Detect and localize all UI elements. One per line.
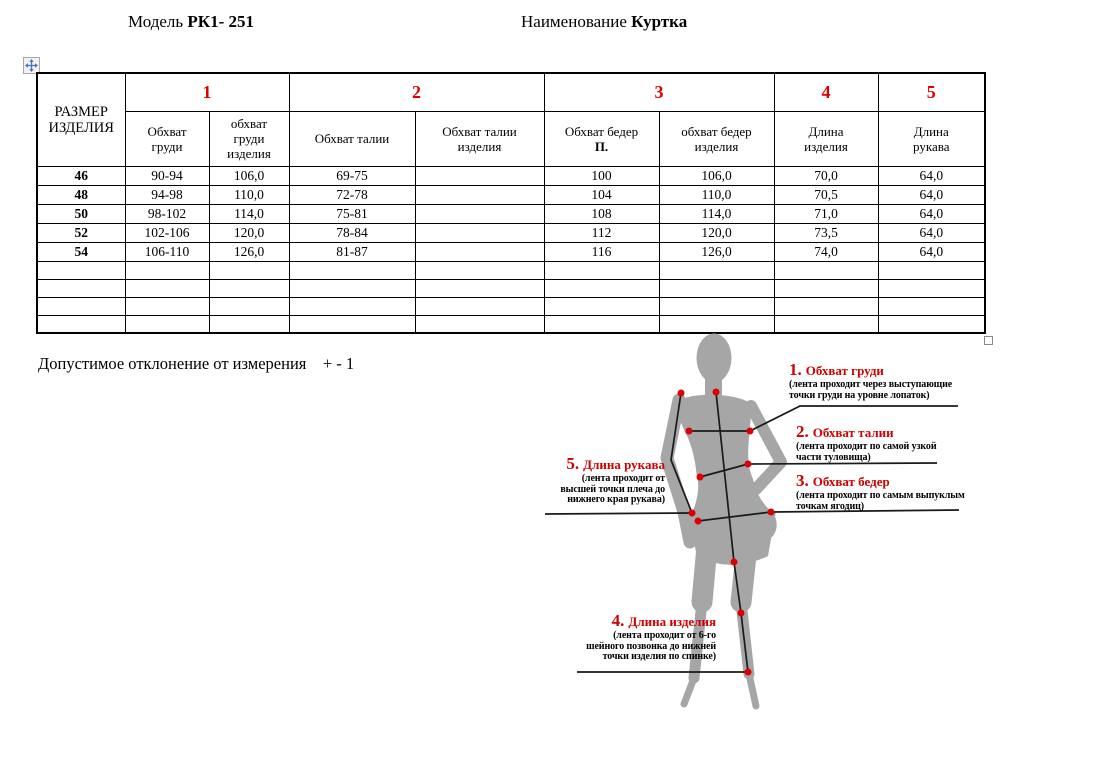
group-header-5[interactable]: 5: [878, 73, 985, 111]
annotation-desc: (лента проходит от высшей точки плеча до нижнего края рукава): [560, 473, 665, 505]
table-cell[interactable]: 110,0: [659, 185, 774, 204]
name-label: Наименование: [521, 12, 632, 31]
col-header-sleeve[interactable]: Длина рукава: [878, 111, 985, 166]
table-row: [37, 185, 985, 204]
annotation-number: 1.: [789, 360, 802, 379]
table-cell[interactable]: 71,0: [774, 204, 878, 223]
annotation-desc: (лента проходит через выступающие точки груди на уровне лопаток): [789, 379, 953, 401]
size-cell[interactable]: 48: [37, 185, 125, 204]
table-resize-handle[interactable]: [984, 336, 993, 345]
annotation-desc: (лента проходит от 6-го шейного позвонка до нижней точки изделия по спинке): [586, 630, 716, 662]
table-cell[interactable]: 106-110: [125, 242, 209, 261]
col-header-length[interactable]: Длина изделия: [774, 111, 878, 166]
table-row: [37, 242, 985, 261]
table-cell[interactable]: [415, 166, 544, 185]
table-cell[interactable]: 112: [544, 223, 659, 242]
annotation-title: Обхват талии: [812, 425, 894, 440]
table-cell[interactable]: [415, 185, 544, 204]
table-cell[interactable]: [37, 297, 125, 315]
table-row: [37, 166, 985, 185]
table-cell[interactable]: [774, 261, 878, 279]
annotation-title: Длина рукава: [583, 457, 665, 472]
move-icon: [25, 59, 38, 72]
annotation-title: Длина изделия: [628, 614, 716, 629]
table-cell[interactable]: [37, 261, 125, 279]
table-cell[interactable]: 64,0: [878, 204, 985, 223]
table-cell[interactable]: 69-75: [289, 166, 415, 185]
table-cell[interactable]: 116: [544, 242, 659, 261]
table-cell[interactable]: [209, 315, 289, 333]
table-cell[interactable]: [415, 204, 544, 223]
table-cell[interactable]: [415, 242, 544, 261]
col-header-chest[interactable]: Обхват груди: [125, 111, 209, 166]
table-cell[interactable]: 64,0: [878, 166, 985, 185]
annotation-number: 3.: [796, 471, 809, 490]
table-cell[interactable]: [289, 261, 415, 279]
table-cell[interactable]: 108: [544, 204, 659, 223]
table-cell[interactable]: [209, 261, 289, 279]
table-cell[interactable]: [774, 279, 878, 297]
table-cell[interactable]: 78-84: [289, 223, 415, 242]
table-cell[interactable]: [415, 223, 544, 242]
size-cell[interactable]: 52: [37, 223, 125, 242]
table-cell[interactable]: [544, 279, 659, 297]
table-cell[interactable]: 110,0: [209, 185, 289, 204]
table-cell[interactable]: 73,5: [774, 223, 878, 242]
col-header-waist-garment[interactable]: Обхват талии изделия: [415, 111, 544, 166]
table-cell[interactable]: 90-94: [125, 166, 209, 185]
table-cell[interactable]: 114,0: [209, 204, 289, 223]
table-cell[interactable]: [125, 315, 209, 333]
annotation-desc: (лента проходит по самой узкой части туловища): [796, 441, 937, 463]
table-cell[interactable]: [37, 279, 125, 297]
size-cell[interactable]: 46: [37, 166, 125, 185]
col-header-hips[interactable]: Обхват бедер П.: [544, 111, 659, 166]
table-cell[interactable]: [125, 279, 209, 297]
annotation-hips: [796, 471, 965, 512]
table-row-empty: [37, 297, 985, 315]
col-header-waist[interactable]: Обхват талии: [289, 111, 415, 166]
table-cell[interactable]: 102-106: [125, 223, 209, 242]
sleeve-pointer-line: [545, 513, 692, 514]
table-cell[interactable]: 72-78: [289, 185, 415, 204]
group-header-1[interactable]: 1: [125, 73, 289, 111]
tolerance-note[interactable]: Допустимое отклонение от измерения + - 1: [38, 354, 355, 373]
col-header-chest-garment[interactable]: обхват груди изделия: [209, 111, 289, 166]
table-row-empty: [37, 279, 985, 297]
col-header-hips-garment[interactable]: обхват бедер изделия: [659, 111, 774, 166]
table-cell[interactable]: 64,0: [878, 185, 985, 204]
table-cell[interactable]: [37, 315, 125, 333]
table-cell[interactable]: [209, 279, 289, 297]
table-cell[interactable]: [878, 279, 985, 297]
table-cell[interactable]: 120,0: [209, 223, 289, 242]
table-cell[interactable]: 70,0: [774, 166, 878, 185]
table-cell[interactable]: 126,0: [209, 242, 289, 261]
annotation-number: 4.: [611, 611, 625, 630]
name-value: Куртка: [631, 12, 688, 31]
table-cell[interactable]: [415, 279, 544, 297]
table-cell[interactable]: [125, 261, 209, 279]
table-cell[interactable]: [544, 297, 659, 315]
group-header-2[interactable]: 2: [289, 73, 544, 111]
annotation-waist: [796, 422, 937, 463]
table-cell[interactable]: [289, 297, 415, 315]
table-cell[interactable]: 70,5: [774, 185, 878, 204]
annotation-chest: [789, 360, 952, 401]
table-cell[interactable]: [878, 261, 985, 279]
table-cell[interactable]: [774, 297, 878, 315]
model-title[interactable]: [128, 12, 254, 32]
table-cell[interactable]: 100: [544, 166, 659, 185]
corner-header[interactable]: РАЗМЕР ИЗДЕЛИЯ: [37, 73, 125, 166]
table-cell[interactable]: 94-98: [125, 185, 209, 204]
table-cell[interactable]: 106,0: [209, 166, 289, 185]
annotation-title: Обхват бедер: [812, 474, 890, 489]
group-header-3[interactable]: 3: [544, 73, 774, 111]
table-cell[interactable]: [415, 297, 544, 315]
model-label: Модель: [128, 12, 188, 31]
annotation-sleeve-length: [500, 454, 665, 506]
size-table: [36, 72, 986, 334]
annotation-number: 5.: [566, 454, 580, 473]
table-cell[interactable]: 64,0: [878, 223, 985, 242]
table-cell[interactable]: [659, 297, 774, 315]
table-cell[interactable]: 75-81: [289, 204, 415, 223]
table-cell[interactable]: 64,0: [878, 242, 985, 261]
model-value: РК1- 251: [187, 12, 255, 31]
size-cell[interactable]: 50: [37, 204, 125, 223]
table-cell[interactable]: 126,0: [659, 242, 774, 261]
annotation-title: Обхват груди: [805, 363, 884, 378]
table-cell[interactable]: [415, 261, 544, 279]
table-cell[interactable]: [878, 297, 985, 315]
table-row: [37, 223, 985, 242]
table-cell[interactable]: [289, 279, 415, 297]
table-cell[interactable]: [125, 297, 209, 315]
name-title[interactable]: [521, 12, 687, 32]
group-header-4[interactable]: 4: [774, 73, 878, 111]
size-cell[interactable]: 54: [37, 242, 125, 261]
table-cell[interactable]: 114,0: [659, 204, 774, 223]
table-row-empty: [37, 261, 985, 279]
table-cell[interactable]: [289, 315, 415, 333]
table-row: [37, 204, 985, 223]
table-cell[interactable]: [544, 261, 659, 279]
table-cell[interactable]: [209, 297, 289, 315]
annotation-garment-length: [551, 611, 716, 663]
table-cell[interactable]: [659, 279, 774, 297]
table-cell[interactable]: 81-87: [289, 242, 415, 261]
table-cell[interactable]: 98-102: [125, 204, 209, 223]
table-cell[interactable]: [659, 261, 774, 279]
table-cell[interactable]: 104: [544, 185, 659, 204]
table-cell[interactable]: 120,0: [659, 223, 774, 242]
annotation-desc: (лента проходит по самым выпуклым точкам ягодиц): [796, 490, 965, 512]
table-cell[interactable]: 74,0: [774, 242, 878, 261]
annotation-number: 2.: [796, 422, 809, 441]
table-cell[interactable]: 106,0: [659, 166, 774, 185]
